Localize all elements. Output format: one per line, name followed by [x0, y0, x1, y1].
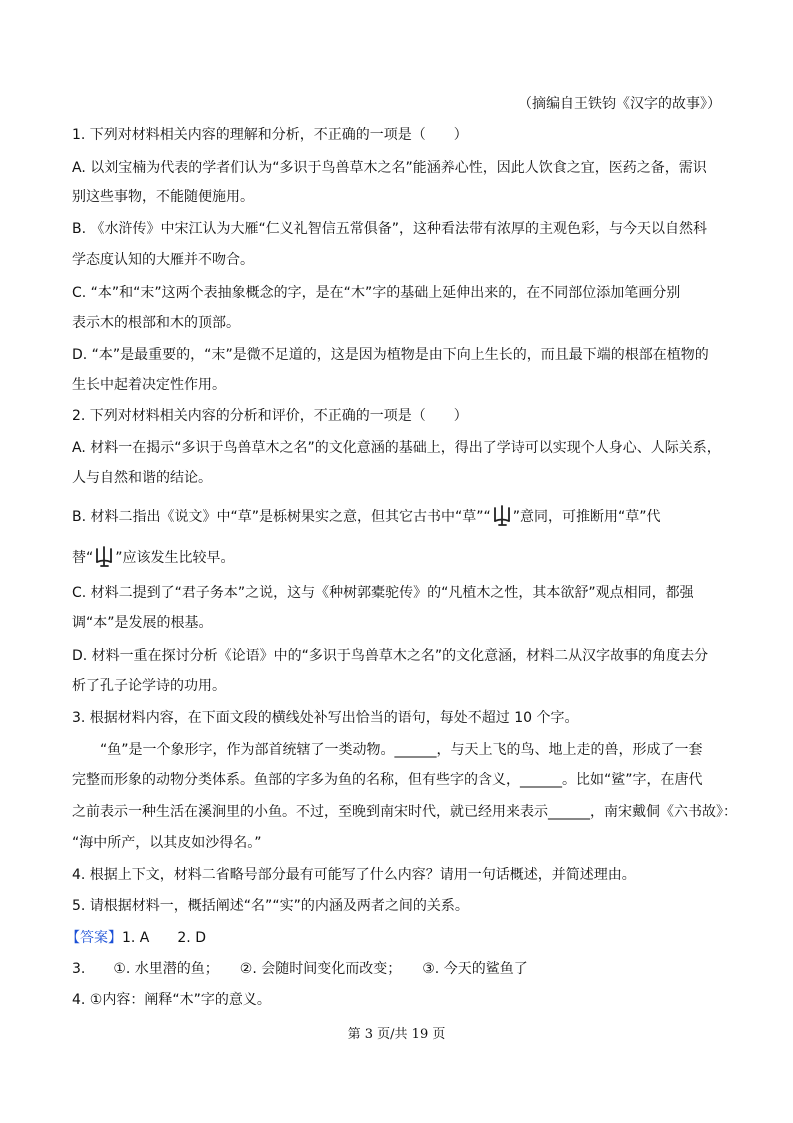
q2-option-a-line1: A. 材料一在揭示“多识于鸟兽草木之名”的文化意涵的基础上，得出了学诗可以实现个人身心、人际关系，	[72, 440, 721, 456]
ancient-cao-glyph-icon	[94, 546, 114, 568]
question-5-stem: 5. 请根据材料一，概括阐述“名”“实”的内涵及两者之间的关系。	[72, 898, 469, 914]
question-2-stem: 2. 下列对材料相关内容的分析和评价，不正确的一项是（ ）	[72, 408, 468, 424]
q2-option-b-line2	[72, 546, 235, 568]
q2-option-a-line2: 人与自然和谐的结论。	[72, 470, 212, 486]
q3-paragraph-line3: 之前表示一种生活在溪涧里的小鱼。不过，至晚到南宋时代，就已经用来表示______，南宋戴侗《六书故》：	[72, 804, 737, 820]
q3-paragraph-line4: “海中所产，以其皮如沙得名。”	[72, 835, 262, 851]
q3-paragraph-line2: 完整而形象的动物分类体系。鱼部的字多为鱼的名称，但有些字的含义，______。比如“鲨”字，在唐代	[72, 772, 703, 788]
q1-option-d-line2: 生长中起着决定性作用。	[72, 377, 226, 393]
q2-option-b-text-part1: B. 材料二指出《说文》中“草”是栎树果实之意，但其它古书中“草”“	[72, 509, 491, 525]
q1-option-d-line1: D. “本”是最重要的，“末”是微不足道的，这是因为植物是由下向上生长的，而且最下端的根部在植物的	[72, 347, 709, 363]
source-note: （摘编自王铁钧《汉字的故事》）	[518, 96, 721, 112]
q3-paragraph-line1: “鱼”是一个象形字，作为部首统辖了一类动物。______，与天上飞的鸟、地上走的兽，形成了一套	[100, 742, 703, 758]
q2-option-b-line1	[72, 505, 661, 527]
answer-line1	[66, 928, 206, 948]
answer-line3: 3. ①. 水里潜的鱼； ②. 会随时间变化而改变； ③. 今天的鲨鱼了	[72, 961, 528, 977]
q1-option-c-line2: 表示木的根部和木的顶部。	[72, 315, 240, 331]
q2-option-b-text-part3: 替“	[72, 550, 94, 566]
q1-option-b-line2: 学态度认知的大雁并不吻合。	[72, 252, 254, 268]
q2-option-d-line1: D. 材料一重在探讨分析《论语》中的“多识于鸟兽草木之名”的文化意涵，材料二从汉字故事的角度去分	[72, 648, 709, 664]
answer-label: 【答案】	[66, 930, 122, 946]
question-1-stem: 1. 下列对材料相关内容的理解和分析，不正确的一项是（ ）	[72, 127, 468, 143]
q2-option-c-line1: C. 材料二提到了“君子务本”之说，这与《种树郭橐驼传》的“凡植木之性，其本欲舒”观点相同，都强	[72, 585, 694, 601]
q2-option-d-line2: 析了孔子论学诗的功用。	[72, 678, 226, 694]
q1-option-a-line2: 别这些事物，不能随便施用。	[72, 189, 254, 205]
q1-option-b-line1: B. 《水浒传》中宋江认为大雁“仁义礼智信五常俱备”，这种看法带有浓厚的主观色彩，与今天以自然科	[72, 221, 708, 237]
q2-option-c-line2: 调“本”是发展的根基。	[72, 615, 213, 631]
question-3-stem: 3. 根据材料内容，在下面文段的横线处补写出恰当的语句，每处不超过 10 个字。	[72, 710, 579, 726]
q1-option-c-line1: C. “本”和“末”这两个表抽象概念的字，是在“木”字的基础上延伸出来的，在不同部位添加笔画分别	[72, 285, 681, 301]
answer-line4: 4. ①内容：阐释“木”字的意义。	[72, 992, 271, 1008]
page-footer: 第 3 页/共 19 页	[347, 1027, 446, 1042]
q2-option-b-text-part2: ”意同，可推断用“草”代	[512, 509, 661, 525]
answer-choices: 1. A 2. D	[122, 930, 206, 946]
question-4-stem: 4. 根据上下文，材料二省略号部分最有可能写了什么内容？请用一句话概述，并简述理由。	[72, 867, 636, 883]
q1-option-a-line1: A. 以刘宝楠为代表的学者们认为“多识于鸟兽草木之名”能涵养心性，因此人饮食之宜，医药之备，需识	[72, 160, 707, 176]
q2-option-b-text-part4: ”应该发生比较早。	[115, 550, 235, 566]
ancient-cao-glyph-icon	[492, 505, 512, 527]
